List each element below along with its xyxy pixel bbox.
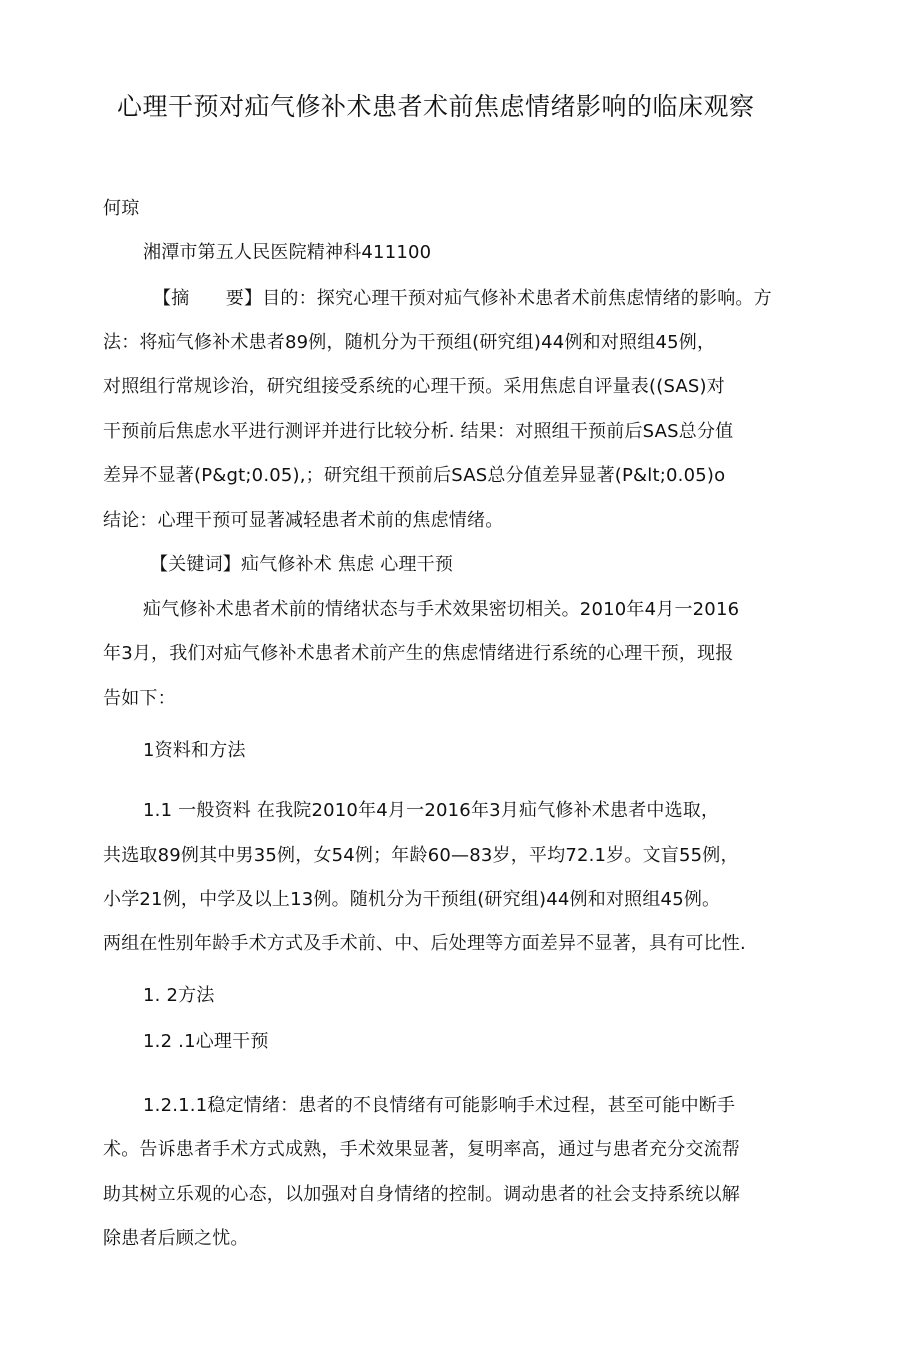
- section-1-2-1-1-line: 术。告诉患者手术方式成熟，手术效果显著，复明率高，通过与患者充分交流帮: [103, 1139, 740, 1160]
- intro-line: 告如下：: [103, 688, 176, 709]
- intro-line: 年3月，我们对疝气修补术患者术前产生的焦虑情绪进行系统的心理干预，现报: [103, 643, 734, 664]
- intro-line: 疝气修补术患者术前的情绪状态与手术效果密切相关。2010年4月一2016: [143, 599, 740, 620]
- section-1-2-1-1-line: 助其树立乐观的心态，以加强对自身情绪的控制。调动患者的社会支持系统以解: [103, 1184, 740, 1205]
- author-name: 何琼: [103, 198, 140, 219]
- section-1-1-line: 1.1 一般资料 在我院2010年4月一2016年3月疝气修补术患者中选取，: [143, 800, 720, 821]
- abstract-line: 干预前后焦虑水平进行测评并进行比较分析. 结果：对照组干预前后SAS总分值: [103, 421, 734, 442]
- section-heading: 1资料和方法: [143, 740, 246, 761]
- section-1-1-line: 两组在性别年龄手术方式及手术前、中、后处理等方面差异不显著，具有可比性.: [103, 933, 746, 954]
- section-1-2-1-1-line: 除患者后顾之忧。: [103, 1228, 249, 1249]
- section-1-2-1-1-line: 1.2.1.1稳定情绪：患者的不良情绪有可能影响手术过程，甚至可能中断手: [143, 1095, 736, 1116]
- abstract-line: 对照组行常规诊治，研究组接受系统的心理干预。采用焦虑自评量表((SAS)对: [103, 376, 725, 397]
- subsubsection-heading: 1.2 .1心理干预: [143, 1031, 269, 1052]
- abstract-line: 【摘 要】目的：探究心理干预对疝气修补术患者术前焦虑情绪的影响。方: [153, 288, 772, 309]
- abstract-line: 法：将疝气修补术患者89例，随机分为干预组(研究组)44例和对照组45例，: [103, 332, 716, 353]
- abstract-line: 结论：心理干预可显著减轻患者术前的焦虑情绪。: [103, 510, 504, 531]
- author-affiliation: 湘潭市第五人民医院精神科411100: [143, 242, 432, 263]
- abstract-line: 差异不显著(P&gt;0.05),；研究组干预前后SAS总分值差异显著(P&lt;0.05)o: [103, 465, 726, 486]
- subsection-heading: 1. 2方法: [143, 985, 215, 1006]
- section-1-1-line: 共选取89例其中男35例，女54例；年龄60—83岁，平均72.1岁。文盲55例，: [103, 845, 739, 866]
- keywords: 【关键词】疝气修补术 焦虑 心理干预: [150, 554, 454, 575]
- paper-title: 心理干预对疝气修补术患者术前焦虑情绪影响的临床观察: [117, 92, 755, 121]
- section-1-1-line: 小学21例，中学及以上13例。随机分为干预组(研究组)44例和对照组45例。: [103, 889, 721, 910]
